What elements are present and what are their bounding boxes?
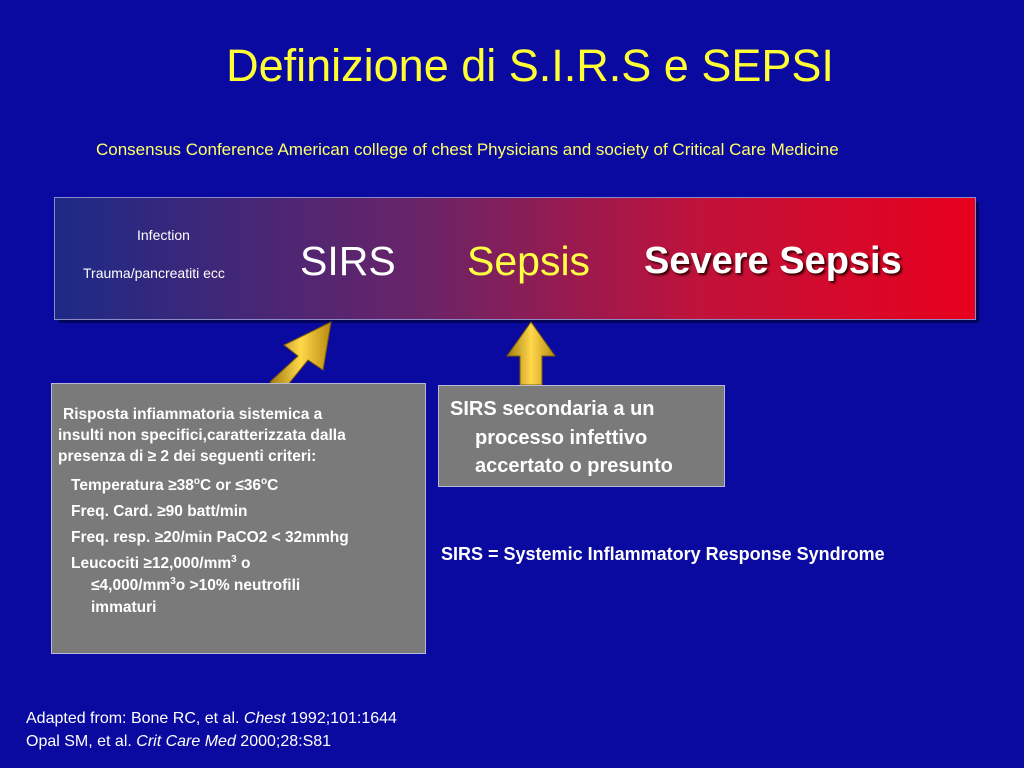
intro-line-3-prefix: presenza di bbox=[58, 448, 148, 465]
intro-line-3-suffix: 2 dei seguenti criteri: bbox=[156, 448, 317, 465]
secondary-sirs-box bbox=[438, 385, 725, 487]
ref1-prefix: Adapted from: Bone RC, et al. bbox=[26, 710, 244, 727]
slide-subtitle: Consensus Conference American college of chest Physicians and society of Critical Care Medicine bbox=[96, 140, 839, 159]
criterion-leukocytes bbox=[71, 555, 251, 573]
ref2-journal: Crit Care Med bbox=[136, 733, 236, 750]
secondary-line-3: accertato o presunto bbox=[475, 455, 673, 477]
criteria-intro bbox=[58, 404, 438, 467]
card-ge-symbol: ≥ bbox=[157, 503, 166, 520]
temp-ge-symbol: ≥ bbox=[168, 477, 177, 494]
criterion-leukocytes-line-3: immaturi bbox=[91, 599, 157, 616]
leuco-or: o bbox=[236, 555, 251, 572]
resp-prefix: Freq. resp. bbox=[71, 529, 155, 546]
card-value: 90 batt/min bbox=[165, 503, 248, 520]
leuco2-value: 4,000/mm bbox=[99, 577, 171, 594]
temp-suffix: C bbox=[267, 477, 279, 494]
leuco-value: 12,000/mm bbox=[151, 555, 232, 572]
banner-trauma-label: Trauma/pancreatiti ecc bbox=[83, 265, 225, 281]
ref1-suffix: 1992;101:1644 bbox=[285, 710, 397, 727]
secondary-line-2: processo infettivo bbox=[475, 427, 648, 449]
ref2-prefix: Opal SM, et al. bbox=[26, 733, 137, 750]
temp-le-symbol: ≤ bbox=[235, 477, 244, 494]
secondary-line-1: SIRS secondaria a un bbox=[450, 398, 655, 420]
temp-value-2: 36 bbox=[243, 477, 262, 494]
intro-line-2: insulti non specifici,caratterizzata dalla bbox=[58, 427, 346, 444]
reference-2 bbox=[26, 730, 397, 753]
banner-infection-label: Infection bbox=[137, 227, 190, 243]
temp-mid: C or bbox=[199, 477, 236, 494]
criterion-respiratory-rate bbox=[71, 529, 349, 547]
arrow-to-sepsis bbox=[507, 322, 555, 385]
sirs-definition: SIRS = Systemic Inflammatory Response Syndrome bbox=[441, 544, 885, 564]
references bbox=[26, 707, 397, 753]
leuco-superscript: 3 bbox=[231, 554, 237, 565]
banner-sepsis-label: Sepsis bbox=[467, 238, 591, 284]
resp-ge-symbol: ≥ bbox=[154, 529, 164, 546]
criterion-temperature bbox=[71, 477, 278, 495]
sirs-criteria-box bbox=[51, 383, 426, 654]
criterion-heart-rate bbox=[71, 503, 247, 521]
greater-equal-symbol: ≥ bbox=[147, 448, 157, 465]
leuco-ge-symbol: ≥ bbox=[143, 555, 152, 572]
leuco2-le-symbol: ≤ bbox=[91, 577, 100, 594]
card-prefix: Freq. Card. bbox=[71, 503, 158, 520]
intro-line-1: Risposta infiammatoria sistemica a bbox=[63, 406, 323, 423]
temp-prefix: Temperatura bbox=[71, 477, 169, 494]
ref2-suffix: 2000;28:S81 bbox=[235, 733, 332, 750]
resp-value: 20/min PaCO2 < 32mmhg bbox=[163, 529, 349, 546]
leuco2-suffix: o >10% neutrofili bbox=[175, 577, 301, 594]
slide-title: Definizione di S.I.R.S e SEPSI bbox=[226, 40, 834, 91]
ref1-journal: Chest bbox=[243, 710, 286, 727]
banner-sirs-label: SIRS bbox=[300, 238, 396, 284]
leuco-prefix: Leucociti bbox=[71, 555, 144, 572]
temp-degree-1: o bbox=[193, 476, 200, 487]
leuco2-superscript: 3 bbox=[170, 576, 176, 587]
reference-1 bbox=[26, 707, 397, 730]
criterion-leukocytes-line-2 bbox=[91, 577, 300, 595]
temp-degree-2: o bbox=[261, 476, 268, 487]
banner-severe-sepsis-label: Severe Sepsis bbox=[644, 240, 902, 282]
temp-value-1: 38 bbox=[176, 477, 194, 494]
arrow-to-sirs bbox=[270, 322, 331, 392]
